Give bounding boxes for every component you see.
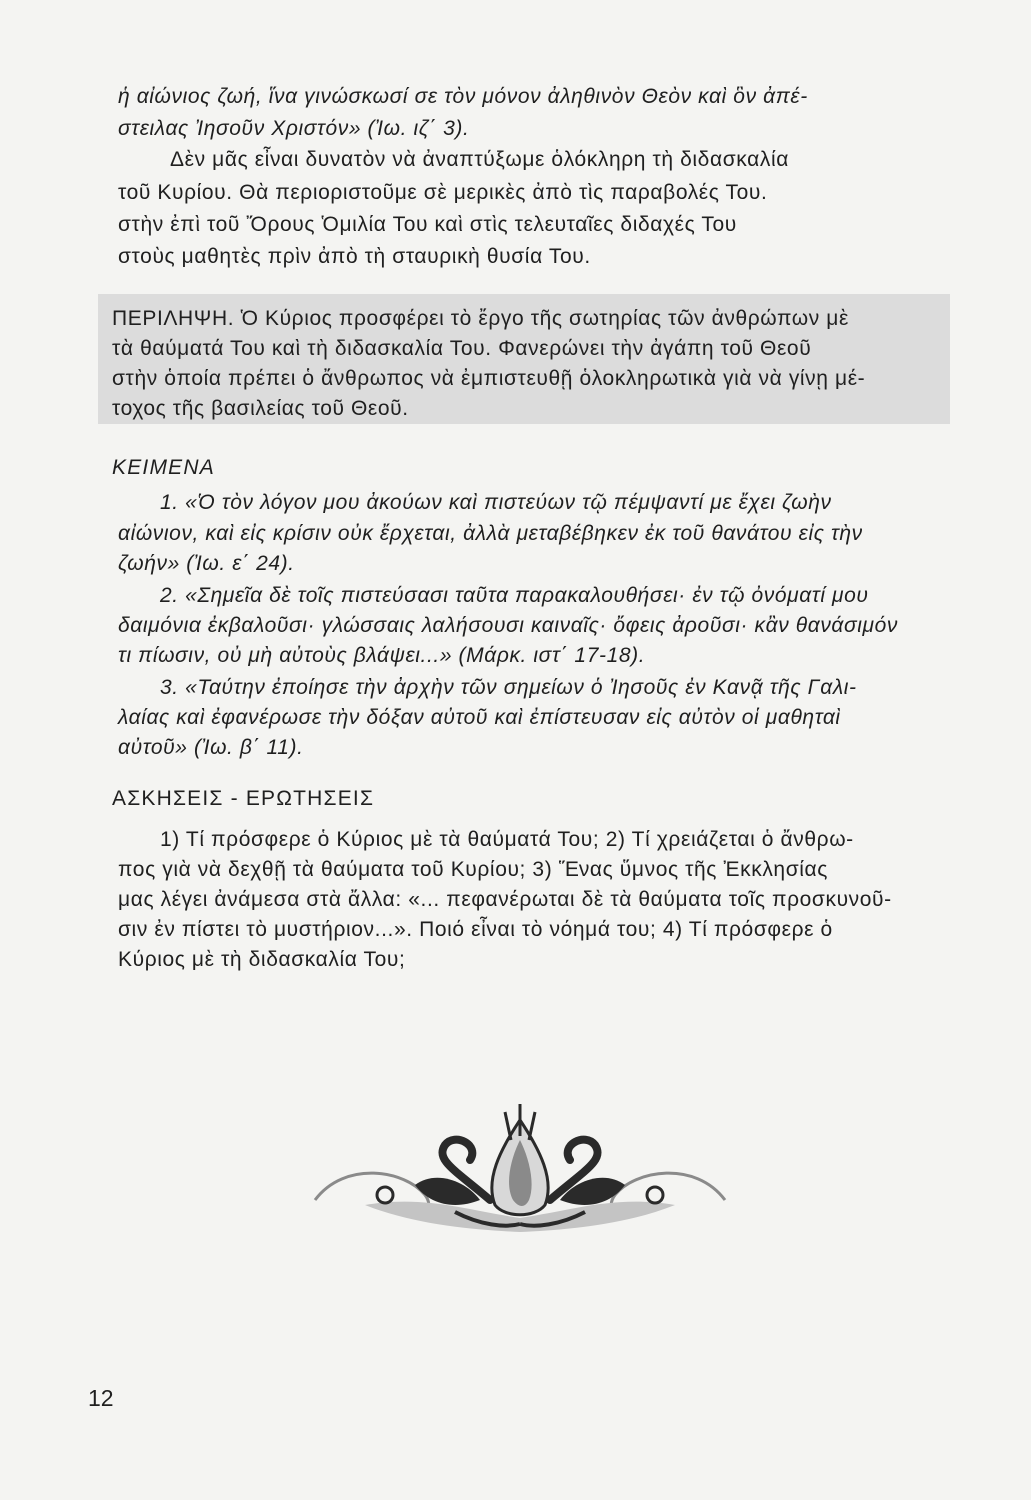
text-line: λαίας καὶ ἐφανέρωσε τὴν δόξαν αὐτοῦ καὶ ἐπίστευσαν εἰς αὐτὸν οἱ μαθηταὶ	[118, 706, 841, 729]
exercise-line: σιν ἐν πίστει τὸ μυστήριον...». Ποιό εἶναι τὸ νόημά του; 4) Τί πρόσφερε ὁ	[118, 918, 833, 941]
summary-line: τὰ θαύματά Του καὶ τὴ διδασκαλία Του. Φανερώνει τὴν ἀγάπη τοῦ Θεοῦ	[112, 337, 812, 360]
exercises-heading: ΑΣΚΗΣΕΙΣ - ΕΡΩΤΗΣΕΙΣ	[112, 787, 375, 810]
text-line: ζωήν» (Ἰω. ε΄ 24).	[118, 552, 295, 575]
floral-ornament-icon	[305, 1100, 735, 1235]
intro-paragraph-line: στοὺς μαθητὲς πρὶν ἀπὸ τὴ σταυρικὴ θυσία Του.	[118, 245, 591, 268]
exercise-line: 1) Τί πρόσφερε ὁ Κύριος μὲ τὰ θαύματά Του; 2) Τί χρειάζεται ὁ ἄνθρω-	[160, 828, 854, 851]
text-line: αἰώνιον, καὶ εἰς κρίσιν οὐκ ἔρχεται, ἀλλὰ μεταβέβηκεν ἐκ τοῦ θανάτου εἰς τὴν	[118, 522, 863, 545]
text-line: 1. «Ὁ τὸν λόγον μου ἀκούων καὶ πιστεύων τῷ πέμψαντί με ἔχει ζωὴν	[160, 491, 832, 514]
exercise-line: πος γιὰ νὰ δεχθῇ τὰ θαύματα τοῦ Κυρίου; 3) Ἕνας ὕμνος τῆς Ἐκκλησίας	[118, 858, 828, 881]
text-line: δαιμόνια ἐκβαλοῦσι· γλώσσαις λαλήσουσι καιναῖς· ὄφεις ἀροῦσι· κἂν θανάσιμόν	[118, 614, 899, 637]
intro-paragraph-line: τοῦ Κυρίου. Θὰ περιοριστοῦμε σὲ μερικὲς ἀπὸ τὶς παραβολές Του.	[118, 181, 768, 204]
page-number: 12	[88, 1385, 114, 1411]
text-line: τι πίωσιν, οὐ μὴ αὐτοὺς βλάψει...» (Μάρκ. ιστ΄ 17-18).	[118, 644, 646, 667]
exercise-line: Κύριος μὲ τὴ διδασκαλία Του;	[118, 948, 406, 971]
intro-line-1: ἡ αἰώνιος ζωή, ἵνα γινώσκωσί σε τὸν μόνον ἀληθινὸν Θεὸν καὶ ὃν ἀπέ-	[118, 85, 808, 108]
summary-line: τοχος τῆς βασιλείας τοῦ Θεοῦ.	[112, 397, 409, 420]
texts-heading: ΚΕΙΜΕΝΑ	[112, 456, 215, 479]
summary-line: στὴν ὁποία πρέπει ὁ ἄνθρωπος νὰ ἐμπιστευθῇ ὁλοκληρωτικὰ γιὰ νὰ γίνῃ μέ-	[112, 367, 866, 390]
summary-line: ΠΕΡΙΛΗΨΗ. Ὁ Κύριος προσφέρει τὸ ἔργο τῆς σωτηρίας τῶν ἀνθρώπων μὲ	[112, 307, 849, 330]
intro-paragraph-line: Δὲν μᾶς εἶναι δυνατὸν νὰ ἀναπτύξωμε ὁλόκληρη τὴ διδασκαλία	[170, 148, 789, 171]
intro-paragraph-line: στὴν ἐπὶ τοῦ Ὄρους Ὁμιλία Του καὶ στὶς τελευταῖες διδαχές Του	[118, 213, 737, 236]
intro-line-2: στειλας Ἰησοῦν Χριστόν» (Ἰω. ιζ΄ 3).	[118, 117, 470, 140]
text-line: αὐτοῦ» (Ἰω. β΄ 11).	[118, 736, 304, 759]
text-line: 3. «Ταύτην ἐποίησε τὴν ἀρχὴν τῶν σημείων ὁ Ἰησοῦς ἐν Κανᾷ τῆς Γαλι-	[160, 676, 857, 699]
text-line: 2. «Σημεῖα δὲ τοῖς πιστεύσασι ταῦτα παρακαλουθήσει· ἐν τῷ ὀνόματί μου	[160, 584, 869, 607]
exercise-line: μας λέγει ἀνάμεσα στὰ ἄλλα: «... πεφανέρωται δὲ τὰ θαύματα τοῖς προσκυνοῦ-	[118, 888, 892, 911]
